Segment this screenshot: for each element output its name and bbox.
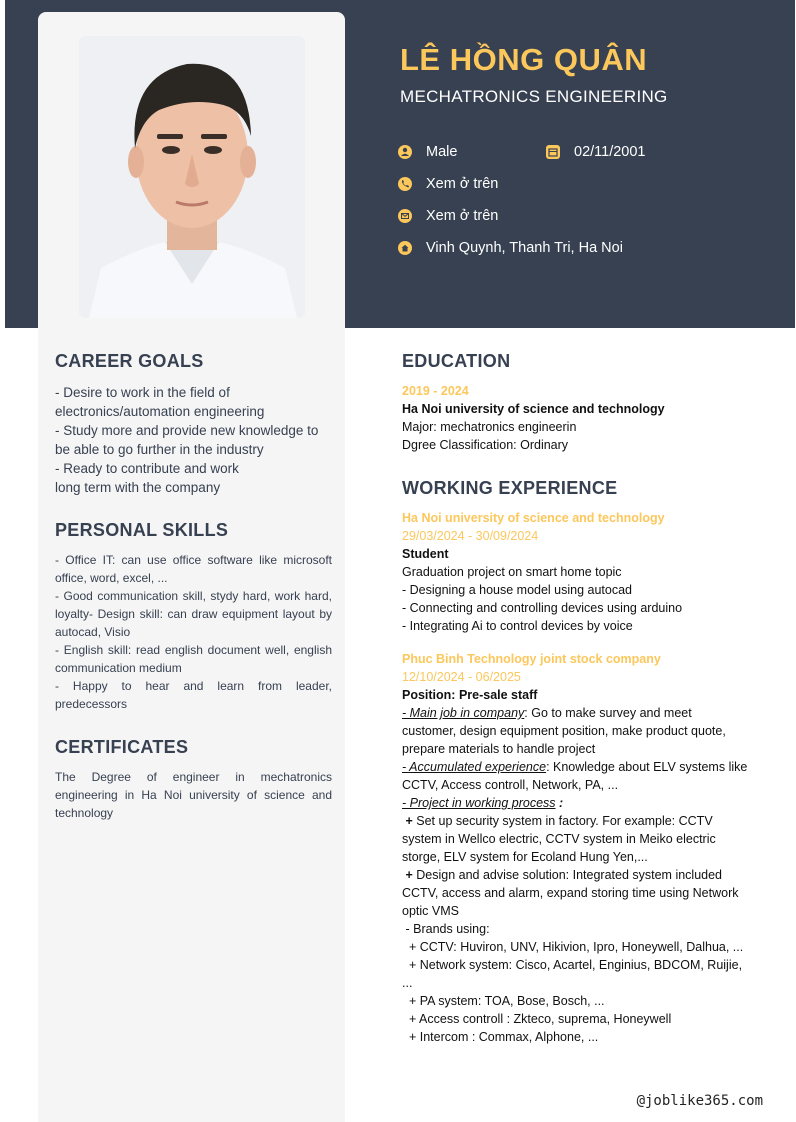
career-goal-line: - Ready to contribute and work: [55, 461, 239, 476]
calendar-icon: [546, 145, 560, 159]
candidate-name: LÊ HỒNG QUÂN: [400, 42, 648, 77]
accumulated-text: : Knowledge about ELV systems like CCTV, Access controll, Network, PA, ...: [402, 760, 748, 792]
certificates-text: [55, 768, 332, 822]
birthday-row: [546, 144, 646, 160]
job-line: - Integrating Ai to control devices by voice: [402, 619, 633, 633]
job-line: Graduation project on smart home topic: [402, 565, 622, 579]
personal-skills-heading: PERSONAL SKILLS: [55, 520, 229, 540]
brand-line: + Network system: Cisco, Acartel, Enginius, BDCOM, Ruijie, ...: [402, 958, 746, 990]
accumulated-paragraph: [402, 758, 748, 794]
project-colon: :: [555, 796, 564, 810]
career-goal-line: long term with the company: [55, 480, 221, 495]
candidate-title: MECHATRONICS ENGINEERING: [400, 87, 668, 106]
email-icon: [398, 209, 412, 223]
education-major: Major: mechatronics engineerin: [402, 420, 577, 434]
brand-line: + Intercom : Commax, Alphone, ...: [402, 1030, 599, 1044]
project-bullet-text: Design and advise solution: Integrated system included CCTV, access and alarm, expand storing time using Network optic VMS: [402, 868, 739, 918]
phone-value: Xem ở trên: [426, 176, 499, 192]
watermark: @joblike365.com: [636, 1093, 763, 1109]
job-company: Phuc Binh Technology joint stock company: [402, 652, 661, 666]
skill-item: - Happy to hear and learn from leader, predecessors: [55, 679, 332, 711]
job-period: 12/10/2024 - 06/2025: [402, 670, 521, 684]
experience-job-1: [402, 509, 748, 635]
brand-line: + CCTV: Huviron, UNV, Hikivion, Ipro, Honeywell, Dalhua, ...: [402, 940, 744, 954]
email-row: [398, 208, 498, 224]
brand-line: + PA system: TOA, Bose, Bosch, ...: [402, 994, 605, 1008]
education-heading: EDUCATION: [402, 351, 511, 371]
career-goal-line: - Study more and provide new knowledge to be able to go further in the industry: [55, 423, 319, 457]
brands-label: - Brands using:: [402, 922, 490, 936]
career-goal-line: - Desire to work in the field of: [55, 385, 230, 400]
brand-line: + Access controll : Zkteco, suprema, Honeywell: [402, 1012, 672, 1026]
education-block: [402, 382, 748, 454]
address-value: Vinh Quynh, Thanh Tri, Ha Noi: [426, 240, 623, 256]
project-bullet-text: Set up security system in factory. For example: CCTV system in Wellco electric, CCTV system in Meiko electric storge, ELV system for Ecoland Hung Yen,...: [402, 814, 716, 864]
career-goals-text: [55, 383, 332, 497]
gender-value: Male: [426, 144, 458, 160]
project-label: - Project in working process: [402, 796, 556, 810]
main-job-label: - Main job in company: [402, 706, 525, 720]
user-icon: [398, 145, 412, 159]
gender-row: [398, 144, 457, 160]
experience-job-2: [402, 650, 748, 1046]
project-bullet: + Design and advise solution: Integrated system included CCTV, access and alarm, expand storing time using Network optic VMS: [402, 868, 739, 918]
job-line: - Connecting and controlling devices using arduino: [402, 601, 683, 615]
skill-item: - English skill: read english document well, english communication medium: [55, 643, 332, 675]
job-line: - Designing a house model using autocad: [402, 583, 633, 597]
address-row: [398, 240, 623, 256]
career-goals-heading: CAREER GOALS: [55, 351, 204, 371]
skill-item: - Office IT: can use office software like microsoft office, word, excel, ...: [55, 553, 332, 585]
email-value: Xem ở trên: [426, 208, 499, 224]
home-icon: [398, 241, 412, 255]
education-classification: Dgree Classification: Ordinary: [402, 438, 569, 452]
job-role: Student: [402, 547, 449, 561]
job-role: Position: Pre-sale staff: [402, 688, 538, 702]
profile-photo: [79, 36, 305, 318]
career-goal-line: electronics/automation engineering: [55, 404, 265, 419]
certificates-heading: CERTIFICATES: [55, 737, 189, 757]
job-period: 29/03/2024 - 30/09/2024: [402, 529, 539, 543]
job-company: Ha Noi university of science and technology: [402, 511, 665, 525]
main-job-text: : Go to make survey and meet customer, design equipment position, make product quote, prepare materials to handle project: [402, 706, 726, 756]
personal-skills-text: [55, 551, 332, 713]
education-school: Ha Noi university of science and technology: [402, 402, 665, 416]
phone-icon: [398, 177, 412, 191]
accumulated-label: - Accumulated experience: [402, 760, 547, 774]
experience-heading: WORKING EXPERIENCE: [402, 478, 618, 498]
project-bullet: + Set up security system in factory. For example: CCTV system in Wellco electric, CCTV system in Meiko electric storge, ELV system for Ecoland Hung Yen,...: [402, 814, 716, 864]
certificate-item: The Degree of engineer in mechatronics engineering in Ha Noi university of science and technology: [55, 770, 332, 820]
birthday-value: 02/11/2001: [574, 144, 646, 160]
education-period: 2019 - 2024: [402, 384, 469, 398]
skill-item: - Good communication skill, stydy hard, work hard, loyalty- Design skill: can draw equipment layout by autocad, Visio: [55, 589, 332, 639]
phone-row: [398, 176, 498, 192]
project-paragraph: [402, 794, 748, 812]
main-job-paragraph: [402, 704, 748, 758]
